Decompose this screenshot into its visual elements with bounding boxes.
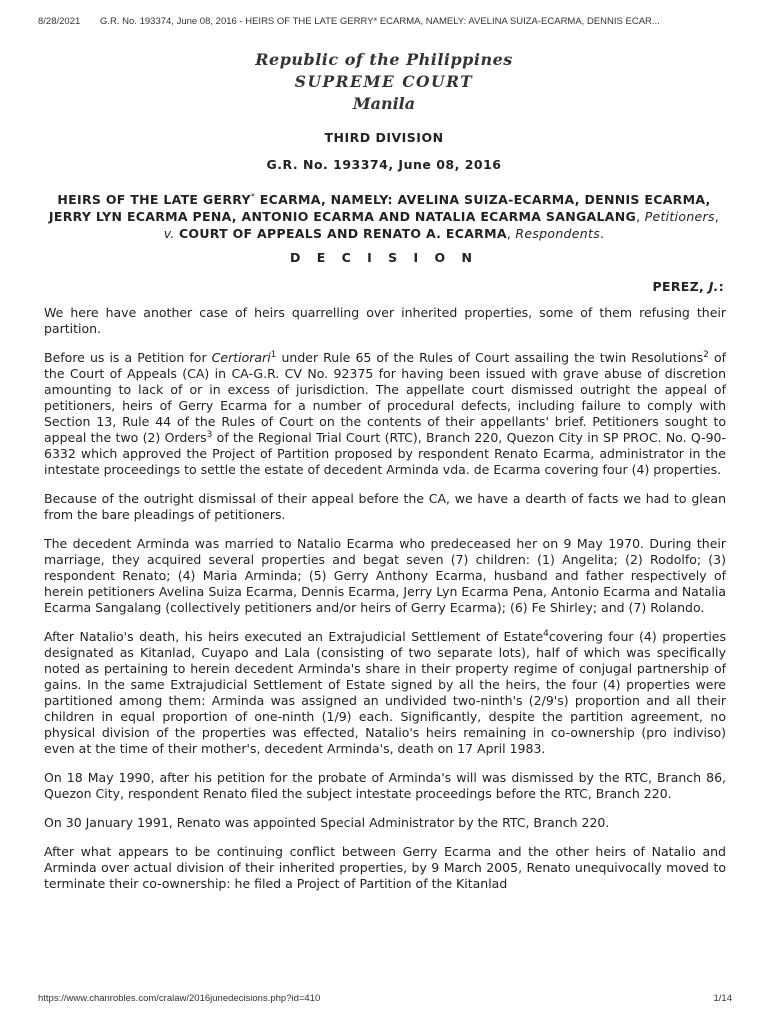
print-header — [38, 16, 732, 27]
seal-supreme-court: SUPREME COURT — [294, 72, 474, 91]
case-number: G.R. No. 193374, June 08, 2016 — [266, 157, 502, 172]
footnote-ref-1[interactable]: 1 — [270, 349, 277, 360]
seal-republic: Republic of the Philippines — [255, 50, 513, 69]
text-run: of the Court of Appeals (CA) in CA-G.R. CV No. 92375 for having been issued with grave abuse of discretion amounting to lack of or in excess of jurisdiction. The appellate court dismissed outright the appeal of petitioners, heirs of Gerry Ecarma for a number of procedural defects, including failure to comply with Section 13, Rule 44 of the Rules of Court on the contents of their appellants' brief. Petitioners sought to appeal the two (2) Orders — [44, 350, 726, 445]
footnote-ref-2[interactable]: 2 — [703, 349, 709, 360]
separator: , — [636, 209, 645, 225]
paragraph-1: We here have another case of heirs quarrelling over inherited properties, some of them refusing their partition. — [44, 305, 726, 336]
paragraph-8: After what appears to be continuing conflict between Gerry Ecarma and the other heirs of Natalio and Arminda over actual division of their inherited properties, by 9 March 2005, Renato unequivocally moved to terminate their co-ownership: he filed a Project of Partition of the Kitanlad — [44, 844, 726, 891]
seal-manila: Manila — [352, 94, 416, 113]
paragraph-6: On 18 May 1990, after his petition for the probate of Arminda's will was dismissed by the RTC, Branch 86, Quezon City, respondent Renato filed the subject intestate proceedings before the RTC, Branch 220. — [44, 770, 726, 801]
print-page-title: G.R. No. 193374, June 08, 2016 - HEIRS OF THE LATE GERRY* ECARMA, NAMELY: AVELINA SUIZA-ECARMA, DENNIS ECAR... — [100, 16, 660, 27]
paragraph-5 — [44, 629, 726, 757]
paragraph-2 — [44, 350, 726, 478]
paragraph-3: Because of the outright dismissal of their appeal before the CA, we have a dearth of facts we had to glean from the bare pleadings of petitioners. — [44, 491, 726, 522]
print-footer — [38, 993, 732, 1004]
respondents-role: Respondents — [515, 226, 601, 242]
text-run: Before us is a Petition for — [44, 350, 212, 365]
text-run: of the Regional Trial Court (RTC), Branch 220, Quezon City in SP PROC. No. Q-90-6332 which approved the Project of Partition proposed by respondent Renato Ecarma, administrator in the intestate proceedings to settle the estate of decedent Arminda vda. de Ecarma covering four (4) properties. — [44, 430, 726, 477]
footnote-ref-3[interactable]: 3 — [206, 429, 213, 440]
petitioners-names-a: HEIRS OF THE LATE GERRY — [57, 192, 251, 208]
paragraph-4: The decedent Arminda was married to Natalio Ecarma who predeceased her on 9 May 1970. During their marriage, they acquired several properties and begat seven (7) children: (1) Angelita; (2) Rodolfo; (3) respondent Renato; (4) Maria Arminda; (5) Gerry Anthony Ecarma, husband and father respectively of herein petitioners Avelina Suiza Ecarma, Dennis Ecarma, Jerry Lyn Ecarma Pena, Antonio Ecarma and Natalia Ecarma Sangalang (collectively petitioners and/or heirs of Gerry Ecarma); (6) Fe Shirley; and (7) Rolando. — [44, 536, 726, 615]
footnote-ref-4[interactable]: 4 — [543, 628, 549, 639]
separator: , — [506, 226, 516, 242]
petitioners-names-b: ECARMA, NAMELY: AVELINA SUIZA-ECARMA, DENNIS ECARMA, JERRY LYN ECARMA PENA, ANTONIO ECARMA AND NATALIA ECARMA SANGALANG — [48, 192, 711, 225]
page-number: 1/14 — [713, 993, 732, 1004]
separator: . — [600, 226, 605, 242]
case-parties — [44, 188, 724, 242]
paragraph-7: On 30 January 1991, Renato was appointed Special Administrator by the RTC, Branch 220. — [44, 815, 610, 830]
decision-heading: D E C I S I O N — [290, 250, 478, 265]
ponente-name: PEREZ, — [652, 279, 709, 294]
respondents-names: COURT OF APPEALS AND RENATO A. ECARMA — [178, 226, 507, 242]
page-url[interactable]: https://www.chanrobles.com/cralaw/2016junedecisions.php?id=410 — [38, 993, 321, 1004]
certiorari-term: Certiorari — [211, 350, 271, 365]
petitioners-role: Petitioners — [644, 209, 715, 225]
versus: v. — [163, 226, 175, 242]
separator: , — [714, 209, 720, 225]
decision-body — [44, 305, 726, 905]
text-run: After Natalio's death, his heirs executed an Extrajudicial Settlement of Estate — [44, 629, 544, 644]
footnote-mark: * — [250, 192, 256, 201]
text-run: covering four (4) properties designated as Kitanlad, Cuyapo and Lala (consisting of two separate lots), half of which was specifically noted as pertaining to herein decedent Arminda's share in their property regime of conjugal partnership of gains. In the same Extrajudicial Settlement of Estate signed by all the heirs, the four (4) properties were partitioned among them: Arminda was assigned an undivided two-ninth's (2/9's) proportion and all their children in equal proportion of one-ninth (1/9) each. Significantly, despite the partition agreement, no physical division of the properties was effected, Natalio's heirs remaining in co-ownership (pro indiviso) even at the time of their mother's, decedent Arminda's, death on 17 April 1983. — [44, 629, 727, 756]
division-heading: THIRD DIVISION — [324, 130, 444, 145]
print-date: 8/28/2021 — [38, 16, 81, 27]
text-run: under Rule 65 of the Rules of Court assailing the twin Resolutions — [276, 350, 704, 365]
ponente-colon: : — [718, 279, 724, 294]
ponente-title: J. — [708, 279, 719, 294]
ponente — [653, 279, 724, 294]
